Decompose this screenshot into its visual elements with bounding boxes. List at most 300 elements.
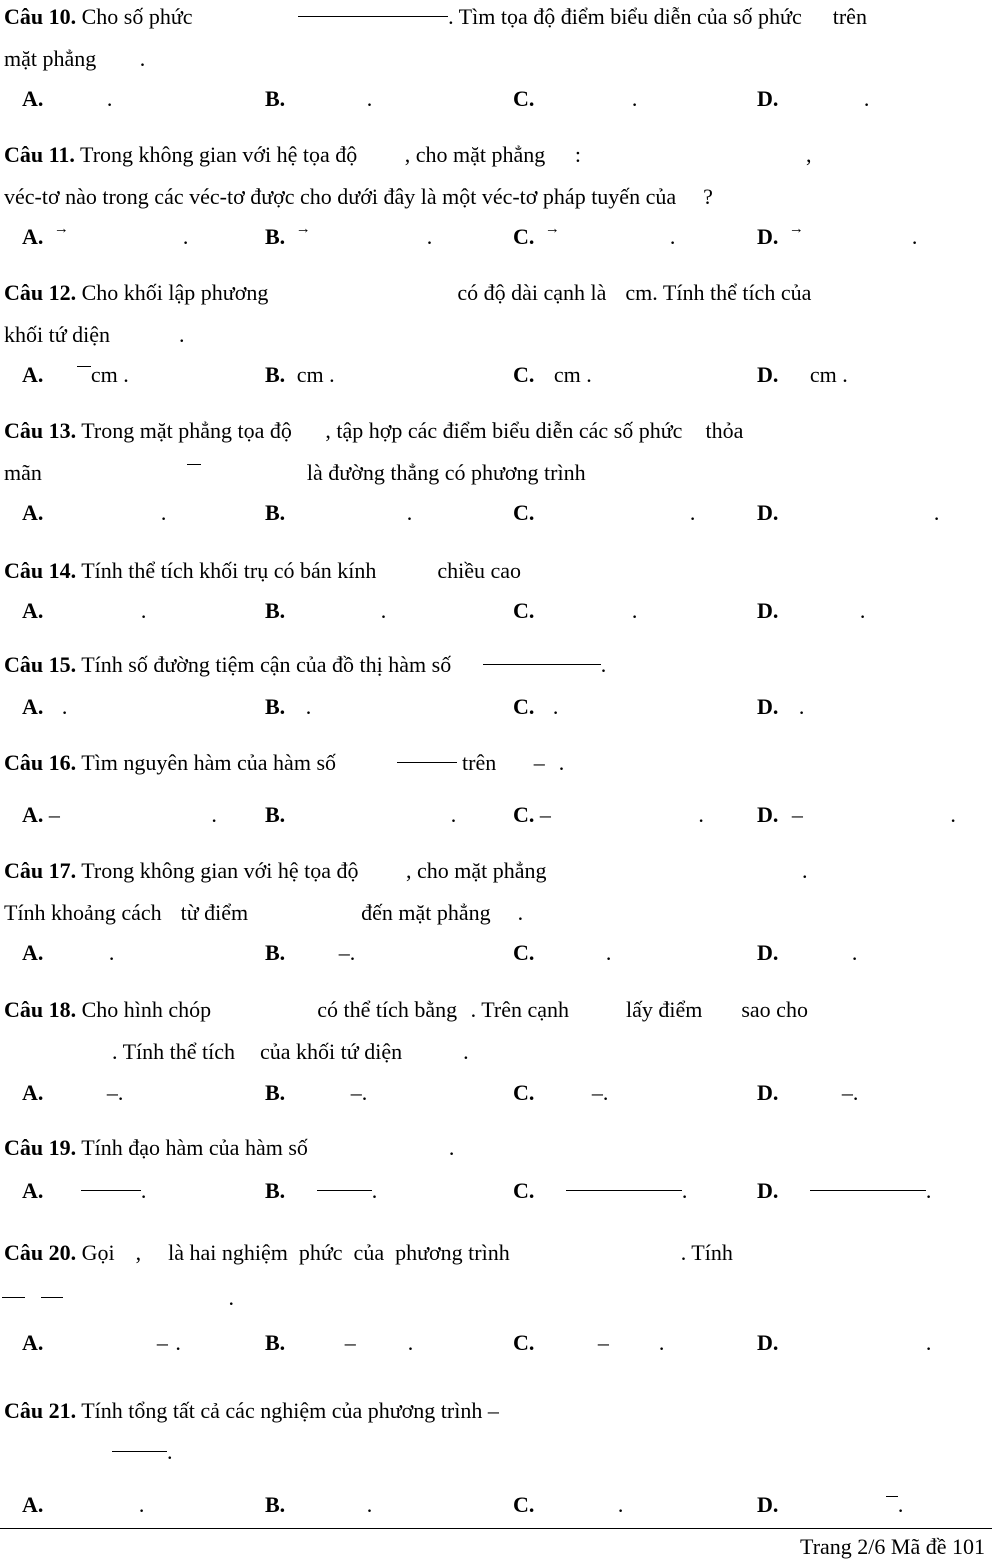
formula-gap (784, 518, 934, 520)
line-text: cm. Tính thể tích của (619, 280, 812, 305)
formula-gap (807, 22, 827, 24)
formula-gap (49, 104, 107, 106)
question-number: Câu 12. (4, 280, 77, 305)
line-text: . (160, 500, 167, 525)
line-text: . (933, 500, 940, 525)
formula-gap (540, 712, 553, 714)
fraction-bar (566, 1190, 682, 1191)
option-letter: B. (265, 500, 291, 525)
question-line (4, 416, 743, 446)
answer-option (757, 500, 939, 526)
option-letter: D. (757, 86, 784, 111)
question-line (4, 856, 808, 886)
formula-gap (540, 518, 690, 520)
formula-gap (784, 958, 852, 960)
line-text: đến mặt phẳng (355, 900, 497, 925)
fraction-bar (2, 1297, 25, 1298)
fraction-bar (41, 1297, 63, 1298)
formula-gap (49, 1196, 81, 1198)
vector-arrow-icon: → (295, 221, 311, 237)
line-text: Trong không gian với hệ tọa độ (74, 142, 363, 167)
line-text: véc-tơ nào trong các véc-tơ được cho dưới đây là một véc-tơ pháp tuyến của (4, 184, 682, 209)
option-letter: C. (513, 940, 540, 965)
option-letter: C. (513, 694, 540, 719)
option-letter: A. (22, 1178, 49, 1203)
answer-option (265, 1080, 367, 1106)
question-line (4, 44, 145, 74)
answer-option (757, 1178, 931, 1204)
option-letter: B. (265, 224, 291, 249)
question-line (4, 140, 811, 170)
formula-gap (784, 616, 860, 618)
option-letter: D. (757, 1080, 784, 1105)
answer-option (265, 694, 311, 720)
answer-options-row (0, 86, 992, 120)
formula-gap (612, 298, 620, 300)
answer-option (757, 86, 869, 112)
option-letter: D. (757, 598, 784, 623)
question-line (4, 898, 523, 928)
line-text: . (863, 86, 870, 111)
formula-gap (457, 670, 483, 672)
option-letter: D. (757, 362, 784, 387)
option-letter: B. (265, 694, 291, 719)
answer-options-row (0, 500, 992, 534)
line-text: . (366, 1492, 373, 1517)
answer-option (513, 86, 637, 112)
formula-gap (382, 576, 432, 578)
question-number: Câu 14. (4, 558, 77, 583)
question-line (112, 1437, 173, 1467)
answer-option (22, 500, 166, 526)
formula-gap (291, 958, 339, 960)
formula-gap (71, 242, 183, 244)
line-text: Tính đạo hàm của hàm số (76, 1135, 314, 1160)
answer-option (757, 1080, 858, 1106)
formula-gap (581, 160, 806, 162)
line-text: lấy điểm (620, 997, 708, 1022)
answer-option (513, 221, 676, 250)
answer-option (513, 694, 558, 720)
fraction-bar (112, 1451, 167, 1452)
line-text: . (669, 224, 676, 249)
line-text: . (140, 1178, 147, 1203)
option-letter: B. (265, 1178, 291, 1203)
line-text: . (108, 940, 115, 965)
answer-option (757, 598, 865, 624)
formula-gap (562, 242, 670, 244)
option-letter: D. (757, 802, 784, 827)
line-text: . (406, 500, 413, 525)
line-text: . (223, 1285, 234, 1310)
formula-gap (688, 436, 700, 438)
vector-arrow-icon: → (788, 221, 804, 237)
line-text: . (426, 224, 433, 249)
option-letter: C. (513, 224, 540, 249)
line-text: . (802, 858, 808, 883)
question-line (4, 748, 564, 778)
option-letter: D. (757, 224, 784, 249)
formula-gap (291, 616, 381, 618)
question-line (4, 278, 811, 308)
line-text: Tính khoảng cách (4, 900, 168, 925)
fraction-bar (483, 664, 601, 665)
formula-gap (274, 298, 452, 300)
formula-gap (49, 1098, 107, 1100)
option-letter: D. (757, 1330, 784, 1355)
formula-gap (147, 1258, 163, 1260)
answer-option (513, 1178, 687, 1204)
line-text: . (407, 1330, 414, 1355)
formula-gap (551, 160, 575, 162)
option-letter: C. (513, 1080, 540, 1105)
question-line (4, 1238, 733, 1268)
line-text: là đường thẳng có phương trình (301, 460, 586, 485)
option-letter: C. (513, 598, 540, 623)
question-line (4, 556, 521, 586)
formula-gap (545, 768, 559, 770)
option-letter: C. (513, 362, 540, 387)
formula-gap (784, 1510, 886, 1512)
answer-option (22, 694, 67, 720)
vector-arrow-icon: → (544, 221, 560, 237)
line-text: Tìm nguyên hàm của hàm số (76, 750, 342, 775)
line-text: –. (338, 940, 356, 965)
line-text: của khối tứ diện (254, 1039, 408, 1064)
line-text: . (512, 900, 524, 925)
answer-option (757, 1492, 903, 1518)
answer-option (22, 598, 146, 624)
question-number: Câu 19. (4, 1135, 77, 1160)
option-letter: B. (265, 362, 291, 387)
answer-options-row (0, 1492, 992, 1526)
line-text: có độ dài cạnh là (451, 280, 612, 305)
overline-bar (886, 1496, 898, 1497)
option-letter: C. (513, 86, 540, 111)
formula-gap (291, 1098, 351, 1100)
formula-gap (313, 1153, 443, 1155)
line-text: . (138, 1492, 145, 1517)
line-text: . (61, 694, 68, 719)
line-text: là hai nghiệm phức của phương trình (162, 1240, 516, 1265)
line-text: . (175, 1330, 181, 1355)
answer-option (22, 362, 129, 388)
line-text: . Tính (675, 1240, 733, 1265)
fraction-bar (317, 1190, 372, 1191)
formula-gap (120, 1258, 130, 1260)
formula-gap (784, 1196, 810, 1198)
fraction-bar (81, 1190, 141, 1191)
answer-option (265, 221, 433, 250)
footer-divider (0, 1528, 992, 1529)
line-text: . (182, 224, 189, 249)
line-text: . (443, 1135, 455, 1160)
line-text: khối tứ diện (4, 322, 116, 347)
formula-gap (342, 768, 397, 770)
line-text: . (558, 750, 565, 775)
formula-gap (540, 1196, 566, 1198)
formula-gap (241, 1057, 255, 1059)
option-letter: C. (513, 1330, 540, 1355)
formula-gap (25, 1303, 41, 1305)
formula-gap (198, 22, 298, 24)
answer-options-row (0, 694, 992, 728)
formula-gap (291, 820, 451, 822)
option-letter: D. (757, 940, 784, 965)
formula-gap (609, 1348, 659, 1350)
formula-gap (784, 1098, 842, 1100)
line-text: . (911, 224, 918, 249)
formula-gap (515, 1258, 675, 1260)
line-text: Cho số phức (76, 4, 199, 29)
option-letter: B. (265, 940, 291, 965)
line-text: . (600, 652, 607, 677)
option-letter: C. (513, 1178, 540, 1203)
formula-gap (356, 1348, 408, 1350)
option-letter: B. (265, 598, 291, 623)
answer-option (757, 694, 804, 720)
formula-gap (291, 712, 306, 714)
line-text: . Trên cạnh (470, 997, 575, 1022)
line-text: . (450, 802, 457, 827)
line-text: trên (456, 750, 502, 775)
line-text: cm . (809, 362, 848, 387)
line-text: . (950, 802, 956, 827)
formula-gap (502, 768, 534, 770)
line-text: . (139, 46, 146, 71)
fraction-bar (810, 1190, 926, 1191)
answer-options-row (0, 362, 992, 396)
line-text: , cho mặt phẳng (405, 858, 553, 883)
formula-gap (496, 918, 512, 920)
line-text: – (539, 802, 557, 827)
line-text: Cho hình chóp (76, 997, 217, 1022)
answer-options-row (0, 940, 992, 974)
line-text: cm . (90, 362, 129, 387)
option-letter: A. (22, 1330, 49, 1355)
question-number: Câu 11. (4, 142, 75, 167)
footer-page-label: Trang 2/6 Mã đề 101 (800, 1534, 985, 1559)
line-text: . Tìm tọa độ điểm biểu diễn của số phức (448, 4, 808, 29)
answer-option (757, 940, 857, 966)
formula-gap (784, 820, 792, 822)
question-number: Câu 10. (4, 4, 77, 29)
line-text: Trong không gian với hệ tọa độ (76, 858, 364, 883)
question-line (112, 1037, 469, 1067)
line-text: Trong mặt phẳng tọa độ (76, 418, 298, 443)
formula-gap (540, 1098, 592, 1100)
option-letter: B. (265, 1330, 291, 1355)
formula-gap (784, 1348, 926, 1350)
question-number: Câu 20. (4, 1240, 77, 1265)
line-text: . (681, 1178, 688, 1203)
line-text: . (925, 1330, 932, 1355)
line-text: . (631, 86, 638, 111)
formula-gap (540, 616, 632, 618)
formula-gap (49, 958, 109, 960)
question-line (2, 1283, 234, 1313)
line-text: chiều cao (431, 558, 522, 583)
line-text: Tính thể tích khối trụ có bán kính (76, 558, 382, 583)
answer-option (22, 86, 112, 112)
answer-option (757, 1330, 931, 1356)
option-letter: C. (513, 802, 540, 827)
option-letter: B. (265, 802, 291, 827)
line-text: . (851, 940, 858, 965)
line-text: ? (697, 184, 713, 209)
line-text: Cho khối lập phương (76, 280, 274, 305)
option-letter: D. (757, 1492, 784, 1517)
option-letter: A. (22, 500, 49, 525)
answer-option (513, 940, 611, 966)
answer-option (22, 221, 189, 250)
formula-gap (806, 242, 912, 244)
question-line (4, 458, 586, 488)
answer-option (265, 500, 412, 526)
answer-option (265, 598, 386, 624)
question-number: Câu 17. (4, 858, 77, 883)
question-line (4, 2, 867, 32)
answer-option (513, 1330, 664, 1356)
question-number: Câu 13. (4, 418, 77, 443)
line-text: . (167, 1439, 173, 1464)
formula-gap (291, 1348, 345, 1350)
formula-gap (408, 1057, 458, 1059)
overline-bar (77, 366, 91, 367)
formula-gap (784, 712, 799, 714)
line-text: – (791, 802, 809, 827)
line-text: . (457, 1039, 469, 1064)
formula-gap (49, 616, 141, 618)
question-number: Câu 15. (4, 652, 77, 677)
line-text: –. (591, 1080, 609, 1105)
answer-option (265, 1492, 372, 1518)
formula-gap (201, 478, 301, 480)
question-line (4, 1396, 504, 1426)
option-letter: A. (22, 802, 49, 827)
answer-option (22, 940, 114, 966)
line-text: . (380, 598, 387, 623)
line-text: – (597, 1330, 609, 1355)
line-text: . (366, 86, 373, 111)
answer-option (265, 362, 335, 388)
formula-gap (708, 1015, 736, 1017)
option-letter: B. (265, 1080, 291, 1105)
question-line (4, 320, 185, 350)
formula-gap (49, 1348, 157, 1350)
question-line (4, 1133, 454, 1163)
answer-options-row (0, 1080, 992, 1114)
answer-option (757, 802, 956, 828)
answer-option (22, 802, 217, 828)
line-text: , tập hợp các điểm biểu diễn các số phức (325, 418, 688, 443)
line-text: , (130, 1240, 147, 1265)
line-text: –. (350, 1080, 368, 1105)
formula-gap (784, 380, 810, 382)
answer-option (265, 802, 456, 828)
formula-gap (65, 820, 211, 822)
option-letter: D. (757, 1178, 784, 1203)
answer-option (22, 1178, 146, 1204)
formula-gap (552, 876, 802, 878)
answer-option (513, 1492, 623, 1518)
line-text: . (173, 322, 185, 347)
question-line (4, 650, 606, 680)
line-text: . (859, 598, 866, 623)
line-text: –. (841, 1080, 859, 1105)
formula-gap (63, 1303, 223, 1305)
formula-gap (363, 160, 405, 162)
line-text: Tính tổng tất cả các nghiệm của phương trình – (76, 1398, 505, 1423)
formula-gap (49, 518, 161, 520)
answer-options-row (0, 221, 992, 258)
answer-option (513, 802, 704, 828)
line-text: . (658, 1330, 665, 1355)
line-text: , cho mặt phẳng (404, 142, 551, 167)
line-text: . (698, 802, 704, 827)
line-text: – (344, 1330, 356, 1355)
line-text: có thể tích bằng (311, 997, 463, 1022)
question-line (4, 182, 713, 212)
line-text: cm . (553, 362, 592, 387)
formula-gap (574, 1015, 620, 1017)
formula-gap (540, 104, 632, 106)
option-letter: A. (22, 940, 49, 965)
answer-option (513, 598, 637, 624)
fraction-bar (298, 16, 448, 17)
line-text: Tính số đường tiệm cận của đồ thị hàm số (76, 652, 457, 677)
line-text: mặt phẳng (4, 46, 102, 71)
answer-option (513, 1080, 608, 1106)
formula-gap (540, 1510, 618, 1512)
answer-options-row (0, 598, 992, 632)
line-text: . (552, 694, 559, 719)
formula-gap (540, 1348, 598, 1350)
answer-option (22, 1492, 144, 1518)
answer-option (22, 1330, 181, 1356)
formula-gap (463, 1015, 471, 1017)
line-text: . (305, 694, 312, 719)
question-line (4, 995, 808, 1025)
answer-option (22, 1080, 123, 1106)
formula-gap (254, 918, 356, 920)
answer-options-row (0, 1330, 992, 1364)
line-text: – (533, 750, 545, 775)
answer-option (265, 1178, 377, 1204)
line-text: . (925, 1178, 932, 1203)
answer-option (757, 221, 918, 250)
line-text: sao cho (735, 997, 808, 1022)
option-letter: A. (22, 694, 49, 719)
formula-gap (556, 820, 698, 822)
question-number: Câu 21. (4, 1398, 77, 1423)
formula-gap (291, 104, 367, 106)
formula-gap (784, 104, 864, 106)
formula-gap (291, 1196, 317, 1198)
option-letter: A. (22, 598, 49, 623)
formula-gap (49, 1510, 139, 1512)
question-number: Câu 18. (4, 997, 77, 1022)
answer-option (513, 500, 695, 526)
question-number: Câu 16. (4, 750, 77, 775)
formula-gap (808, 820, 950, 822)
answer-option (513, 362, 592, 388)
formula-gap (49, 380, 77, 382)
answer-options-row (0, 1178, 992, 1212)
answer-option (265, 1330, 413, 1356)
line-text: . (897, 1492, 904, 1517)
line-text: . (140, 598, 147, 623)
